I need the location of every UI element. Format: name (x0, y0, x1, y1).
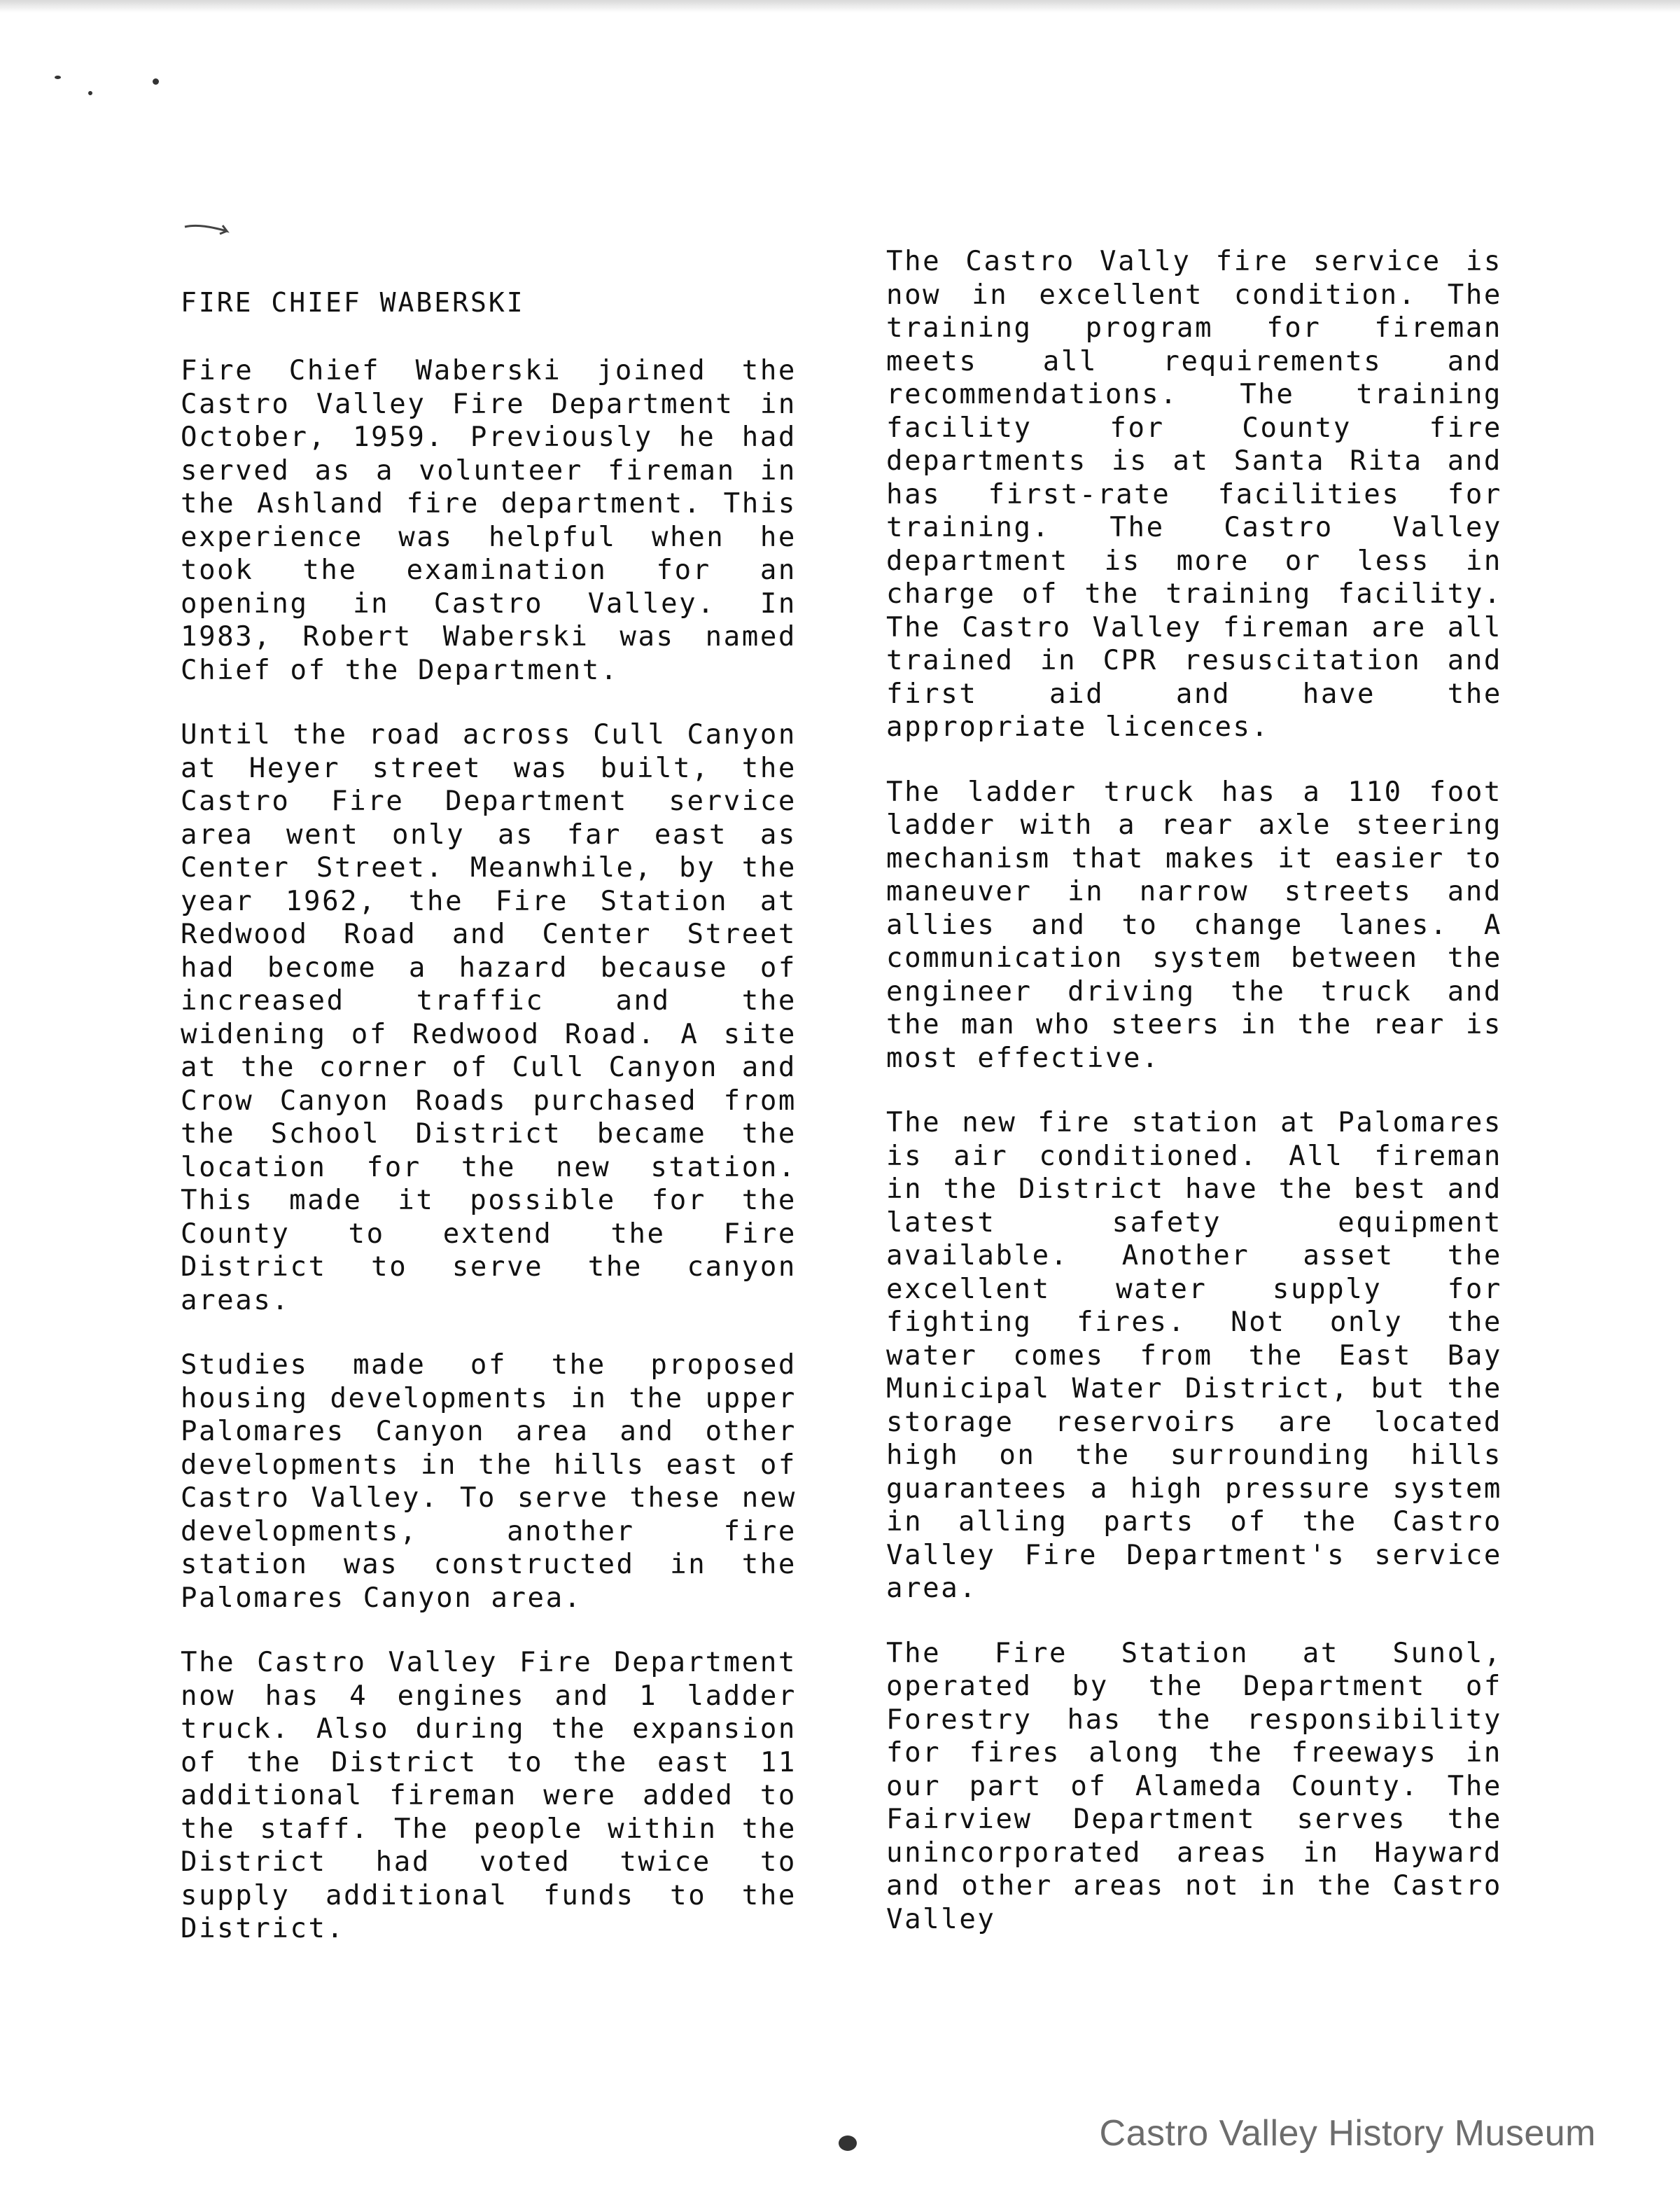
left-column (181, 287, 797, 1977)
scan-speck (153, 78, 159, 85)
paragraph: The Castro Vally fire service is now in excellent condition. The training program for fireman meets all requirements and recommendations. The training facility for County fire departments is at Santa Rita and has first-rate facilities for training. The Castro Valley department is more or less in charge of the training facility. The Castro Valley fireman are all trained in CPR resuscitation and first aid and have the appropriate licences. (886, 246, 1502, 743)
paragraph: Fire Chief Waberski joined the Castro Valley Fire Department in October, 1959. Previously he had served as a volunteer fireman in the Ashland fire department. This experience was helpful when he took the examination for an opening in Castro Valley. In 1983, Robert Waberski was named Chief of the Department. (181, 355, 797, 686)
pen-mark-icon (183, 223, 232, 238)
paragraph: Studies made of the proposed housing developments in the upper Palomares Canyon area and other developments in the hills east of Castro Valley. To serve these new developments, another fire station was constructed in the Palomares Canyon area. (181, 1349, 797, 1614)
paragraph: The Fire Station at Sunol, operated by the Department of Forestry has the responsibility for fires along the freeways in our part of Alameda County. The Fairview Department serves the unincorporated areas in Hayward and other areas not in the Castro Valley (886, 1637, 1502, 1935)
paragraph: The Castro Valley Fire Department now has 4 engines and 1 ladder truck. Also during the expansion of the District to the east 11 additional fireman were added to the staff. The people within the District had voted twice to supply additional funds to the District. (181, 1647, 797, 1944)
paragraph: Until the road across Cull Canyon at Heyer street was built, the Castro Fire Department service area went only as far east as Center Street. Meanwhile, by the year 1962, the Fire Station at Redwood Road and Center Street had become a hazard because of increased traffic and the widening of Redwood Road. A site at the corner of Cull Canyon and Crow Canyon Roads purchased from the School District became the location for the new station. This made it possible for the County to extend the Fire District to serve the canyon areas. (181, 719, 797, 1316)
paragraph: The ladder truck has a 110 foot ladder with a rear axle steering mechanism that makes it easier to maneuver in narrow streets and allies and to change lanes. A communication system between the engineer driving the truck and the man who steers in the rear is most effective. (886, 776, 1502, 1074)
right-column (886, 245, 1502, 1967)
paragraph: The new fire station at Palomares is air conditioned. All fireman in the District have the best and latest safety equipment available. Another asset the excellent water supply for fighting fires. Not only the water comes from the East Bay Municipal Water District, but the storage reservoirs are located high on the surrounding hills guarantees a high pressure system in alling parts of the Castro Valley Fire Department's service area. (886, 1107, 1502, 1604)
scan-edge-shadow (0, 0, 1680, 13)
museum-watermark: Castro Valley History Museum (1099, 2113, 1596, 2154)
scan-speck (88, 91, 92, 95)
scan-speck (55, 76, 61, 79)
scan-speck (839, 2135, 857, 2151)
article-heading: FIRE CHIEF WABERSKI (181, 287, 525, 318)
